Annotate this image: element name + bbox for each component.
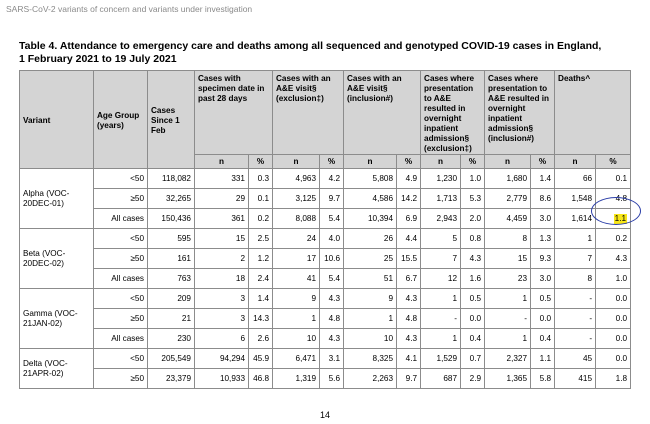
value-cell: 4.3 xyxy=(461,249,485,269)
value-cell: 161 xyxy=(148,249,195,269)
value-cell: 1 xyxy=(555,229,596,249)
value-cell: 94,294 xyxy=(195,349,249,369)
value-cell: 0.0 xyxy=(596,349,631,369)
value-cell: 1 xyxy=(485,329,531,349)
value-cell: 1 xyxy=(485,289,531,309)
column-header-cases-since: Cases Since 1 Feb xyxy=(148,71,195,169)
value-cell: 0.1 xyxy=(249,189,273,209)
value-cell: 0.2 xyxy=(249,209,273,229)
value-cell: 9 xyxy=(273,289,320,309)
value-cell: 1,529 xyxy=(421,349,461,369)
table-title xyxy=(19,40,619,66)
value-cell: 14.3 xyxy=(249,309,273,329)
value-cell: 26 xyxy=(344,229,397,249)
value-cell: 8,325 xyxy=(344,349,397,369)
covid-variants-table xyxy=(19,70,631,389)
value-cell: 5,808 xyxy=(344,169,397,189)
value-cell: 1.1 xyxy=(531,349,555,369)
table-row xyxy=(20,189,631,209)
value-cell: 118,082 xyxy=(148,169,195,189)
value-cell: 0.5 xyxy=(461,289,485,309)
table-row xyxy=(20,229,631,249)
table-row xyxy=(20,349,631,369)
value-cell: 8.6 xyxy=(531,189,555,209)
value-cell: 12 xyxy=(421,269,461,289)
value-cell: 230 xyxy=(148,329,195,349)
value-cell: 1.4 xyxy=(531,169,555,189)
value-cell: - xyxy=(555,329,596,349)
value-cell: 4,586 xyxy=(344,189,397,209)
value-cell: 29 xyxy=(195,189,249,209)
value-cell: 1.0 xyxy=(461,169,485,189)
value-cell: 1,365 xyxy=(485,369,531,389)
value-cell: 595 xyxy=(148,229,195,249)
value-cell: 2.4 xyxy=(249,269,273,289)
value-cell: 6,471 xyxy=(273,349,320,369)
value-cell: 4.8 xyxy=(596,189,631,209)
value-cell: 9.3 xyxy=(531,249,555,269)
value-cell: 4.2 xyxy=(320,169,344,189)
value-cell: 3 xyxy=(195,309,249,329)
value-cell: 10.6 xyxy=(320,249,344,269)
value-cell: 45 xyxy=(555,349,596,369)
column-header-cases-28-days: Cases with specimen date in past 28 days xyxy=(195,71,273,155)
age-group-cell: All cases xyxy=(94,269,148,289)
subheader-pct: % xyxy=(249,155,273,169)
value-cell: 0.4 xyxy=(461,329,485,349)
age-group-cell: <50 xyxy=(94,349,148,369)
value-cell: 1,230 xyxy=(421,169,461,189)
age-group-cell: All cases xyxy=(94,329,148,349)
value-cell: 1,548 xyxy=(555,189,596,209)
age-group-cell: ≥50 xyxy=(94,369,148,389)
table-row xyxy=(20,269,631,289)
value-cell: 32,265 xyxy=(148,189,195,209)
column-header-presentation-exclusion: Cases where presentation to A&E resulted in overnight inpatient admission§ (exclusion‡) xyxy=(421,71,485,155)
value-cell: 23 xyxy=(485,269,531,289)
table-row xyxy=(20,309,631,329)
value-cell: 4.0 xyxy=(320,229,344,249)
table-row xyxy=(20,329,631,349)
value-cell: 3 xyxy=(195,289,249,309)
value-cell: 7 xyxy=(555,249,596,269)
value-cell: 51 xyxy=(344,269,397,289)
value-cell: 1.6 xyxy=(461,269,485,289)
value-cell: 1.4 xyxy=(249,289,273,309)
age-group-cell: All cases xyxy=(94,209,148,229)
table-title-line-1: Table 4. Attendance to emergency care and deaths among all sequenced and genotyped COVID-19 cases in England, xyxy=(19,40,602,52)
age-group-cell: ≥50 xyxy=(94,249,148,269)
value-cell: 2,943 xyxy=(421,209,461,229)
value-cell: 0.5 xyxy=(531,289,555,309)
value-cell: 0.0 xyxy=(461,309,485,329)
value-cell: 4,963 xyxy=(273,169,320,189)
value-cell: 4.8 xyxy=(397,309,421,329)
subheader-n: n xyxy=(555,155,596,169)
value-cell: 3,125 xyxy=(273,189,320,209)
value-cell: 66 xyxy=(555,169,596,189)
table-row xyxy=(20,169,631,189)
value-cell: 415 xyxy=(555,369,596,389)
value-cell: 4,459 xyxy=(485,209,531,229)
column-header-age-group: Age Group (years) xyxy=(94,71,148,169)
value-cell: 4.3 xyxy=(320,329,344,349)
table-row xyxy=(20,249,631,269)
value-cell: 331 xyxy=(195,169,249,189)
value-cell: 1,680 xyxy=(485,169,531,189)
variant-name-cell: Gamma (VOC-21JAN-02) xyxy=(20,289,94,349)
value-cell: - xyxy=(485,309,531,329)
value-cell: 150,436 xyxy=(148,209,195,229)
age-group-cell: <50 xyxy=(94,289,148,309)
subheader-n: n xyxy=(273,155,320,169)
subheader-n: n xyxy=(421,155,461,169)
value-cell: 10 xyxy=(273,329,320,349)
value-cell: 9.7 xyxy=(320,189,344,209)
value-cell: 5.3 xyxy=(461,189,485,209)
value-cell: 18 xyxy=(195,269,249,289)
value-cell: 17 xyxy=(273,249,320,269)
table-body xyxy=(20,169,631,389)
column-header-deaths: Deaths^ xyxy=(555,71,631,155)
value-cell: 9 xyxy=(344,289,397,309)
value-cell: 1.8 xyxy=(596,369,631,389)
value-cell: 2 xyxy=(195,249,249,269)
table-row xyxy=(20,209,631,229)
value-cell: 7 xyxy=(421,249,461,269)
value-cell: 5.8 xyxy=(531,369,555,389)
value-cell: 10,394 xyxy=(344,209,397,229)
value-cell: 25 xyxy=(344,249,397,269)
value-cell: 6 xyxy=(195,329,249,349)
value-cell: 763 xyxy=(148,269,195,289)
table-row xyxy=(20,289,631,309)
value-cell: 15 xyxy=(195,229,249,249)
subheader-n: n xyxy=(344,155,397,169)
value-cell: 4.1 xyxy=(397,349,421,369)
value-cell: 9.7 xyxy=(397,369,421,389)
value-cell: 4.3 xyxy=(596,249,631,269)
value-cell: 1.3 xyxy=(531,229,555,249)
page-number: 14 xyxy=(319,410,330,420)
column-header-variant: Variant xyxy=(20,71,94,169)
value-cell: 0.0 xyxy=(531,309,555,329)
value-cell: 4.3 xyxy=(320,289,344,309)
column-header-presentation-inclusion: Cases where presentation to A&E resulted in overnight inpatient admission§ (inclusion#) xyxy=(485,71,555,155)
value-cell: 205,549 xyxy=(148,349,195,369)
value-cell: - xyxy=(555,289,596,309)
value-cell: 4.8 xyxy=(320,309,344,329)
value-cell: 24 xyxy=(273,229,320,249)
value-cell: 5.6 xyxy=(320,369,344,389)
age-group-cell: ≥50 xyxy=(94,309,148,329)
age-group-cell: ≥50 xyxy=(94,189,148,209)
value-cell: 3.0 xyxy=(531,209,555,229)
value-cell: 1 xyxy=(421,289,461,309)
value-cell: 1 xyxy=(273,309,320,329)
value-cell: 4.3 xyxy=(397,289,421,309)
value-cell: 4.9 xyxy=(397,169,421,189)
value-cell: 5.4 xyxy=(320,209,344,229)
value-cell: 1 xyxy=(344,309,397,329)
subheader-pct: % xyxy=(461,155,485,169)
value-cell: 6.9 xyxy=(397,209,421,229)
value-cell: 0.4 xyxy=(531,329,555,349)
value-cell: 10,933 xyxy=(195,369,249,389)
value-cell: 2,327 xyxy=(485,349,531,369)
subheader-pct: % xyxy=(531,155,555,169)
value-cell: 3.1 xyxy=(320,349,344,369)
variant-name-cell: Alpha (VOC-20DEC-01) xyxy=(20,169,94,229)
value-cell: 5 xyxy=(421,229,461,249)
value-cell: 10 xyxy=(344,329,397,349)
value-cell: 0.2 xyxy=(596,229,631,249)
age-group-cell: <50 xyxy=(94,169,148,189)
subheader-pct: % xyxy=(596,155,631,169)
value-cell: - xyxy=(555,309,596,329)
value-cell: 0.0 xyxy=(596,309,631,329)
value-cell: 1.0 xyxy=(596,269,631,289)
value-cell: 8 xyxy=(485,229,531,249)
value-cell: 2.0 xyxy=(461,209,485,229)
document-header: SARS-CoV-2 variants of concern and variants under investigation xyxy=(6,4,253,14)
subheader-pct: % xyxy=(320,155,344,169)
value-cell: 8,088 xyxy=(273,209,320,229)
value-cell: 46.8 xyxy=(249,369,273,389)
value-cell: 0.3 xyxy=(249,169,273,189)
value-cell: 41 xyxy=(273,269,320,289)
value-cell: 361 xyxy=(195,209,249,229)
value-cell: 2,263 xyxy=(344,369,397,389)
value-cell: 4.3 xyxy=(397,329,421,349)
value-cell: 687 xyxy=(421,369,461,389)
variant-name-cell: Delta (VOC-21APR-02) xyxy=(20,349,94,389)
value-cell: 2,779 xyxy=(485,189,531,209)
value-cell: 4.4 xyxy=(397,229,421,249)
value-cell: 0.7 xyxy=(461,349,485,369)
value-cell: 1,319 xyxy=(273,369,320,389)
value-cell: - xyxy=(421,309,461,329)
age-group-cell: <50 xyxy=(94,229,148,249)
value-cell: 21 xyxy=(148,309,195,329)
value-cell: 2.5 xyxy=(249,229,273,249)
value-cell: 14.2 xyxy=(397,189,421,209)
column-header-ae-exclusion: Cases with an A&E visit§ (exclusion‡) xyxy=(273,71,344,155)
value-cell: 15 xyxy=(485,249,531,269)
subheader-pct: % xyxy=(397,155,421,169)
value-cell: 0.0 xyxy=(596,329,631,349)
variant-name-cell: Beta (VOC-20DEC-02) xyxy=(20,229,94,289)
value-cell xyxy=(596,209,631,229)
value-cell: 0.8 xyxy=(461,229,485,249)
table-row xyxy=(20,369,631,389)
column-header-ae-inclusion: Cases with an A&E visit§ (inclusion#) xyxy=(344,71,421,155)
value-cell: 2.6 xyxy=(249,329,273,349)
value-cell: 5.4 xyxy=(320,269,344,289)
subheader-n: n xyxy=(195,155,249,169)
value-cell: 15.5 xyxy=(397,249,421,269)
value-cell: 209 xyxy=(148,289,195,309)
value-cell: 3.0 xyxy=(531,269,555,289)
value-cell: 1,614 xyxy=(555,209,596,229)
value-cell: 2.9 xyxy=(461,369,485,389)
value-cell: 23,379 xyxy=(148,369,195,389)
value-cell: 0.1 xyxy=(596,169,631,189)
subheader-n: n xyxy=(485,155,531,169)
value-cell: 6.7 xyxy=(397,269,421,289)
value-cell: 1,713 xyxy=(421,189,461,209)
value-cell: 1.2 xyxy=(249,249,273,269)
value-cell: 45.9 xyxy=(249,349,273,369)
value-cell: 8 xyxy=(555,269,596,289)
value-cell: 0.0 xyxy=(596,289,631,309)
value-cell: 1 xyxy=(421,329,461,349)
table-title-line-2: 1 February 2021 to 19 July 2021 xyxy=(19,53,177,65)
highlighted-death-rate: 1.1 xyxy=(614,213,627,223)
